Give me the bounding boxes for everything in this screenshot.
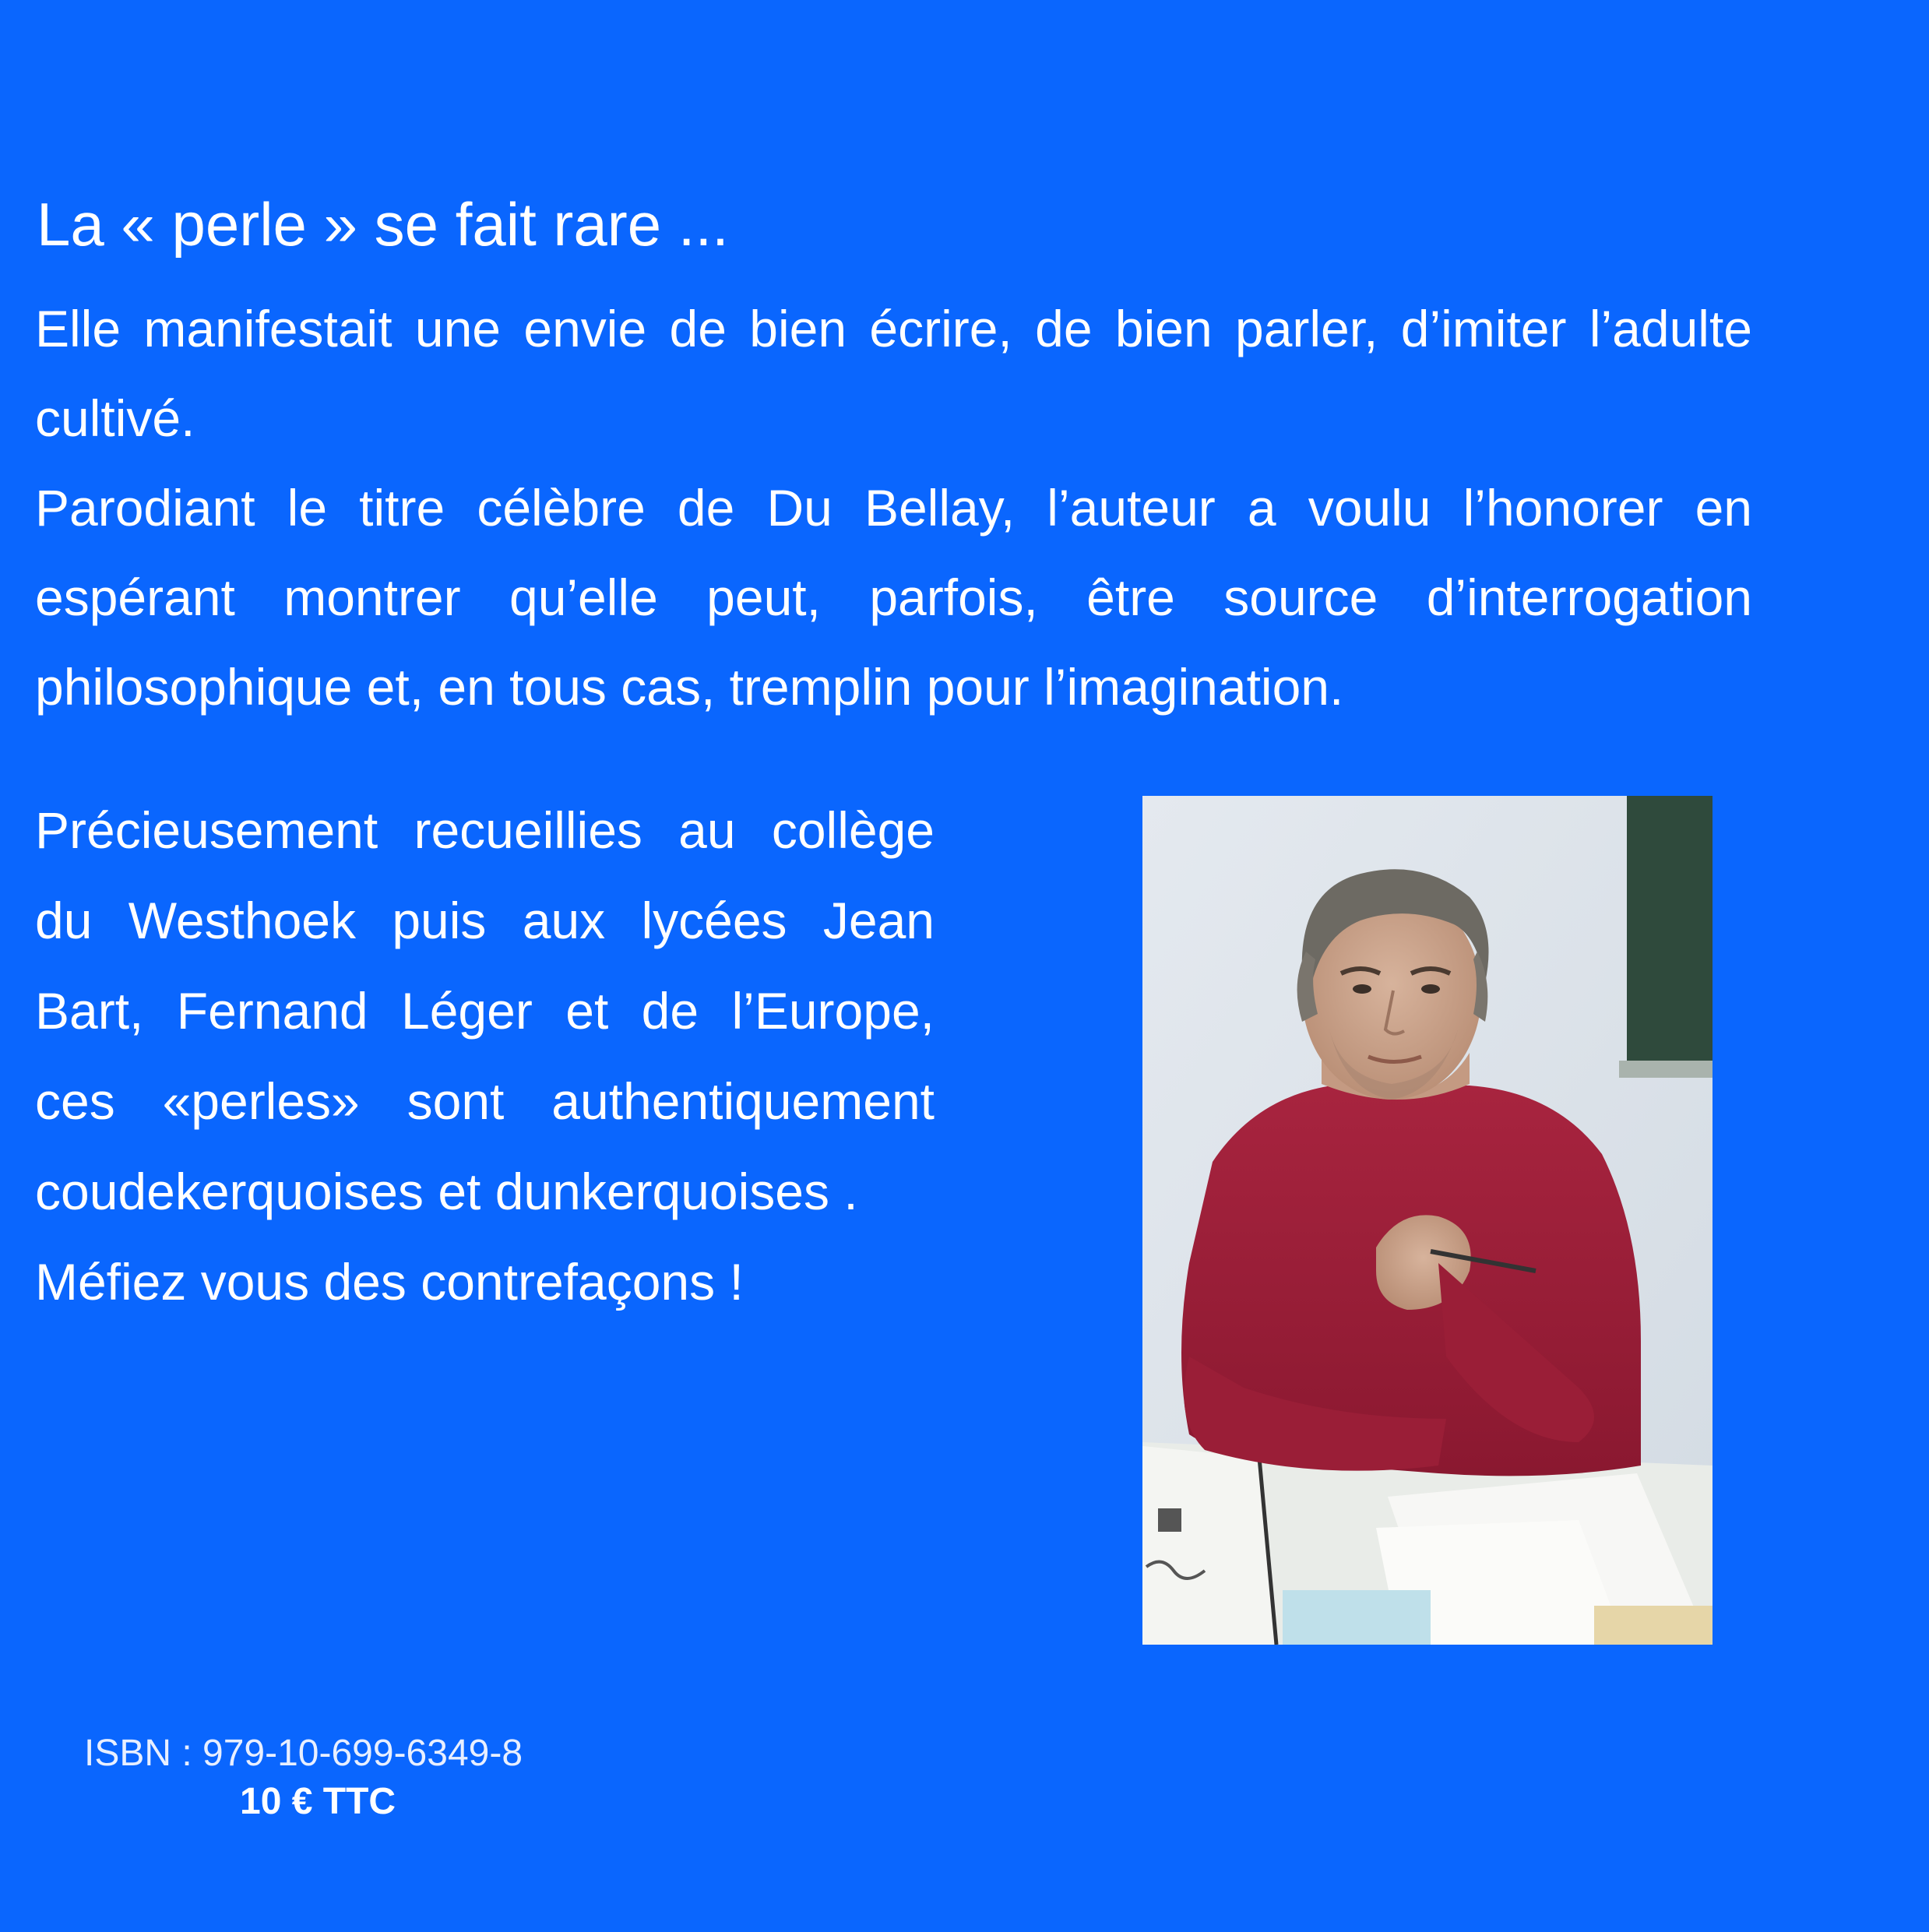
price-label: 10 € TTC	[240, 1781, 396, 1822]
author-photo	[1142, 796, 1713, 1645]
body-paragraph-1: Précieusement recueillies au collège du Westhoek puis aux lycées Jean Bart, Fernand Léger et de l’Europe, ces «perles» sont authentiquement coudekerquoises et dunkerquoises .	[35, 801, 935, 1220]
body-text	[35, 785, 935, 1327]
body-paragraph-2: Méfiez vous des contrefaçons !	[35, 1253, 744, 1311]
intro-paragraph-2: Parodiant le titre célèbre de Du Bellay, l’auteur a voulu l’honorer en espérant montrer qu’elle peut, parfois, être source d’interrogation philosophique et, en tous cas, tremplin pour l’imagination.	[35, 479, 1752, 716]
isbn-label: ISBN : 979-10-699-6349-8	[84, 1733, 523, 1774]
intro-paragraph-1: Elle manifestait une envie de bien écrire, de bien parler, d’imiter l’adulte cultivé.	[35, 300, 1752, 447]
page-title: La « perle » se fait rare ...	[37, 190, 729, 259]
intro-text	[35, 284, 1752, 732]
